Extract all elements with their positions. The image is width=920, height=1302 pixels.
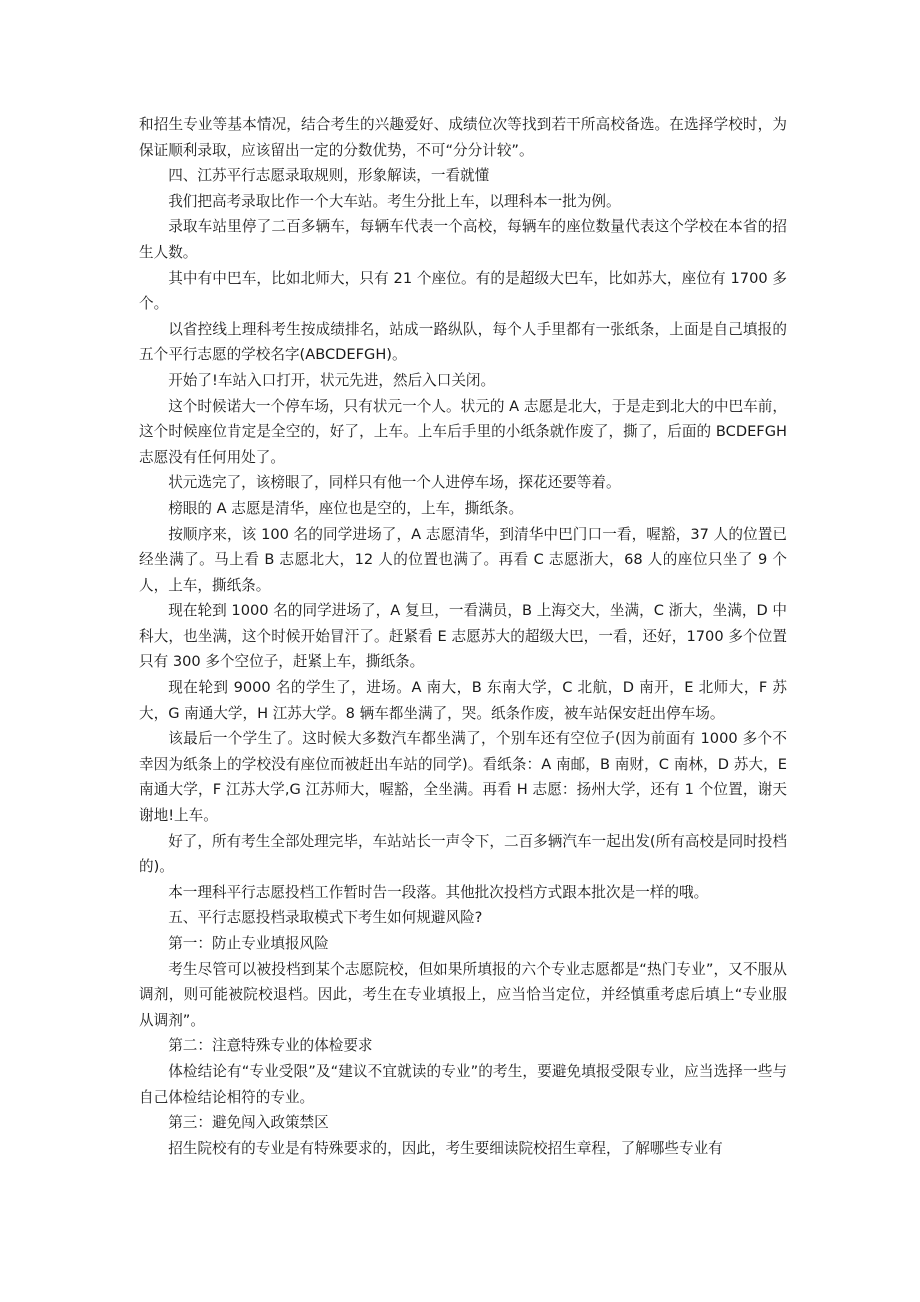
paragraph: 现在轮到 9000 名的学生了，进场。A 南大，B 东南大学，C 北航，D 南开，E 北师大，F 苏大，G 南通大学，H 江苏大学。8 辆车都坐满了，哭。纸条作废，被车站保安赶出停车场。 [139,679,787,722]
paragraph: 其中有中巴车，比如北师大，只有 21 个座位。有的是超级大巴车，比如苏大，座位有 1700 多个。 [139,269,787,313]
paragraph: 榜眼的 A 志愿是清华，座位也是空的，上车，撕纸条。 [168,499,524,517]
paragraph: 考生尽管可以被投档到某个志愿院校，但如果所填报的六个专业志愿都是“热门专业”，又不服从调剂，则可能被院校退档。因此，考生在专业填报上，应当恰当定位，并经慎重考虑后填上“专业服从调剂”。 [139,960,787,1029]
subheading-1: 第一：防止专业填报风险 [168,935,329,952]
paragraph: 本一理科平行志愿投档工作暂时告一段落。其他批次投档方式跟本批次是一样的哦。 [168,883,709,901]
subheading-3: 第三：避免闯入政策禁区 [168,1114,329,1132]
paragraph: 开始了!车站入口打开，状元先进，然后入口关闭。 [168,371,496,389]
paragraph: 体检结论有“专业受限”及“建议不宜就读的专业”的考生，要避免填报受限专业，应当选择一些与自己体检结论相符的专业。 [139,1062,787,1106]
section-heading-4: 四、江苏平行志愿录取规则，形象解读，一看就懂 [168,167,490,185]
section-heading-5: 五、平行志愿投档录取模式下考生如何规避风险? [168,909,483,927]
paragraph: 录取车站里停了二百多辆车，每辆车代表一个高校，每辆车的座位数量代表这个学校在本省的招生人数。 [139,218,787,261]
paragraph: 按顺序来，该 100 名的同学进场了，A 志愿清华，到清华中巴门口一看，喔豁，37 人的位置已经坐满了。马上看 B 志愿北大，12 人的位置也满了。再看 C 志愿浙大，68 人的座位只坐了 9 个人，上车，撕纸条。 [139,525,787,594]
paragraph: 状元选完了，该榜眼了，同样只有他一个人进停车场，探花还要等着。 [168,474,621,492]
paragraph: 这个时候诺大一个停车场，只有状元一个人。状元的 A 志愿是北大，于是走到北大的中巴车前，这个时候座位肯定是全空的，好了，上车。上车后手里的小纸条就作废了，撕了，后面的 BCDEFGH 志愿没有任何用处了。 [139,397,787,466]
paragraph: 现在轮到 1000 名的同学进场了，A 复旦，一看满员，B 上海交大，坐满，C 浙大，坐满，D 中科大，也坐满，这个时候开始冒汗了。赶紧看 E 志愿苏大的超级大巴，一看，还好，1700 多个位置只有 300 多个空位子，赶紧上车，撕纸条。 [139,602,787,671]
document-body [139,112,787,1161]
subheading-2: 第二：注意特殊专业的体检要求 [168,1037,373,1055]
paragraph: 我们把高考录取比作一个大车站。考生分批上车，以理科本一批为例。 [168,192,621,210]
paragraph-continuation: 和招生专业等基本情况，结合考生的兴趣爱好、成绩位次等找到若干所高校备选。在选择学校时，为保证顺利录取，应该留出一定的分数优势，不可“分分计较”。 [139,116,787,159]
paragraph: 以省控线上理科考生按成绩排名，站成一路纵队，每个人手里都有一张纸条，上面是自己填报的五个平行志愿的学校名字(ABCDEFGH)。 [139,320,787,364]
paragraph: 好了，所有考生全部处理完毕，车站站长一声令下，二百多辆汽车一起出发(所有高校是同时投档的)。 [139,832,787,876]
paragraph: 招生院校有的专业是有特殊要求的，因此，考生要细读院校招生章程，了解哪些专业有 [168,1139,723,1157]
paragraph: 该最后一个学生了。这时候大多数汽车都坐满了，个别车还有空位子(因为前面有 1000 多个不幸因为纸条上的学校没有座位而被赶出车站的同学)。看纸条：A 南邮，B 南财，C 南林，D 苏大，E 南通大学，F 江苏大学,G 江苏师大，喔豁，全坐满。再看 H 志愿：扬州大学，还有 1 个位置，谢天谢地!上车。 [139,730,787,825]
